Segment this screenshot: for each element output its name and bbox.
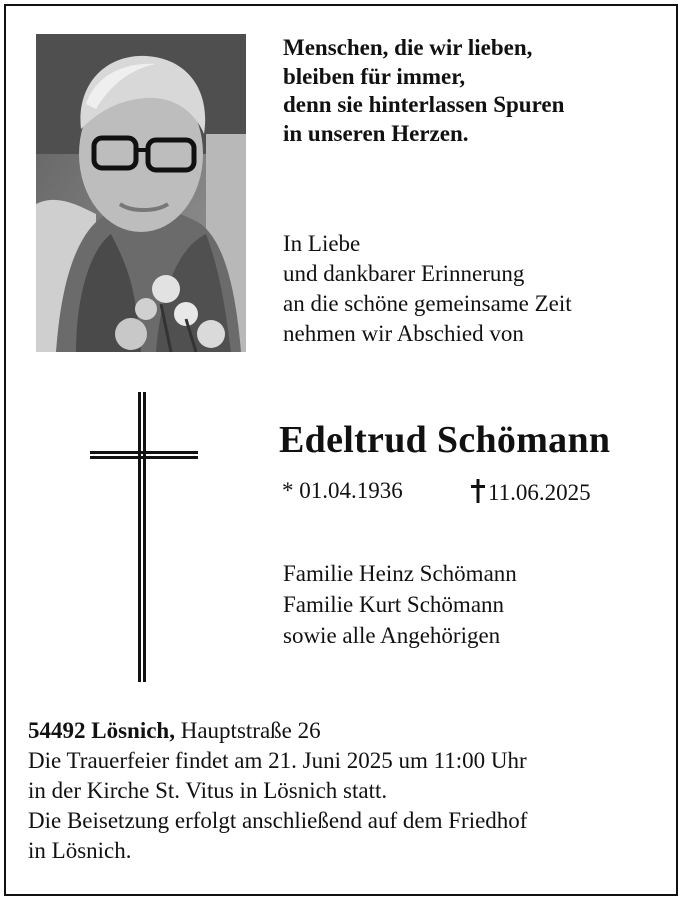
mourner-line: sowie alle Angehörigen	[283, 623, 501, 648]
portrait-photo	[36, 34, 246, 352]
quote-line: bleiben für immer,	[283, 63, 466, 89]
intro-line: an die schöne gemeinsame Zeit	[283, 291, 572, 316]
birth-date: * 01.04.1936	[282, 478, 403, 503]
details-line: Die Beisetzung erfolgt anschließend auf dem Friedhof	[28, 808, 528, 833]
mourner-line: Familie Heinz Schömann	[283, 561, 517, 586]
death-date: 11.06.2025	[488, 480, 591, 505]
details-line: in Lösnich.	[28, 838, 132, 863]
quote-line: Menschen, die wir lieben,	[283, 35, 533, 60]
quote-line: in unseren Herzen.	[283, 120, 469, 146]
intro-line: nehmen wir Abschied von	[283, 321, 524, 346]
latin-cross-icon	[90, 392, 198, 682]
intro-line: und dankbarer Erinnerung	[283, 261, 525, 286]
intro-line: In Liebe	[283, 231, 361, 256]
service-details	[28, 716, 668, 866]
farewell-intro	[283, 229, 663, 349]
address-place: 54492 Lösnich,	[28, 718, 175, 743]
address-line	[28, 716, 668, 746]
quote-line: denn sie hinterlassen Spuren	[283, 92, 565, 117]
dagger-cross-icon	[470, 478, 486, 504]
details-line: Die Trauerfeier findet am 21. Juni 2025 um 11:00 Uhr	[28, 748, 527, 773]
death-date-group	[470, 478, 591, 506]
details-line: in der Kirche St. Vitus in Lösnich statt.	[28, 778, 388, 803]
mourners-list	[283, 558, 517, 651]
address-street: Hauptstraße 26	[180, 718, 321, 743]
mourner-line: Familie Kurt Schömann	[283, 592, 505, 617]
deceased-name: Edeltrud Schömann	[279, 419, 611, 461]
memorial-quote	[283, 34, 663, 148]
